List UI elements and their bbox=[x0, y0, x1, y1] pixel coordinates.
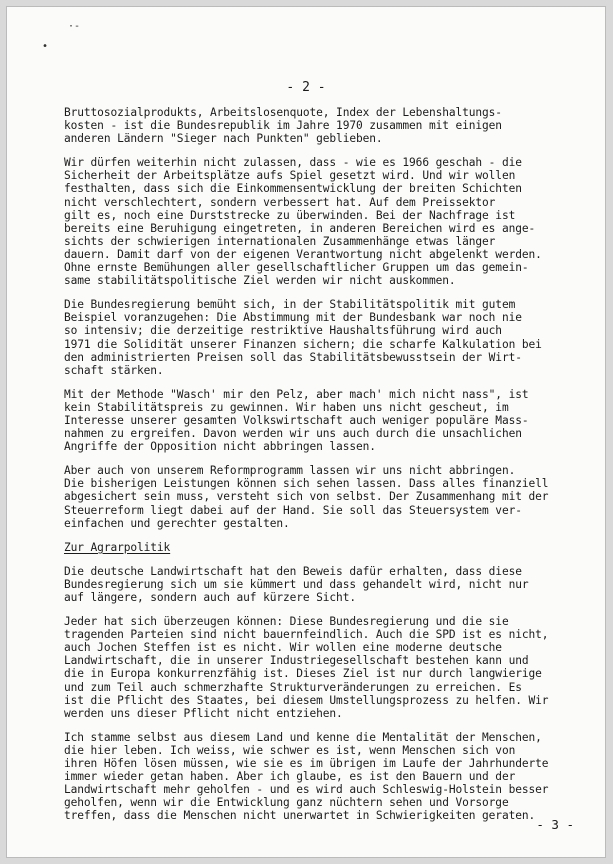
next-page-number: - 3 - bbox=[536, 817, 574, 832]
paragraph: Ich stamme selbst aus diesem Land und kenne die Mentalität der Menschen, die hier leben. Ich weiss, wie schwer es ist, wenn Menschen sich von ihren Höfen lösen müssen, wie sie es im übrigen im Laufe der Jahrhunderte immer wieder getan haben. Aber ich glaube, es ist den Bauern und der Landwirtschaft mehr geholfen - und es wird auch Schleswig-Holstein besser geholfen, wenn wir die Entwicklung ganz nüchtern sehen und Vorsorge treffen, dass die Menschen nicht unerwartet in Schwierigkeiten geraten. bbox=[64, 730, 549, 823]
scan-speck: ·‐ bbox=[68, 21, 81, 32]
paragraph: Mit der Methode "Wasch' mir den Pelz, aber mach' mich nicht nass", ist kein Stabilitätspreis zu gewinnen. Wir haben uns nicht gescheut, im Interesse unserer gesamten Volkswirtschaft auch weniger populäre Mass- nahmen zu ergreifen. Davon werden wir uns auch durch die unsachlichen Angriffe der Opposition nicht abbringen lassen. bbox=[64, 387, 529, 454]
scan-speck: • bbox=[42, 41, 49, 52]
page-number: - 2 - bbox=[286, 80, 326, 95]
paragraph: Wir dürfen weiterhin nicht zulassen, dass - wie es 1966 geschah - die Sicherheit der Arbeitsplätze aufs Spiel gesetzt wird. Und wir wollen festhalten, dass sich die Einkommensentwicklung der breiten Schichten nicht verschlechtert, sondern verbessert hat. Auf dem Preissektor gilt es, noch eine Durststrecke zu überwinden. Bei der Nachfrage ist bereits eine Beruhigung eingetreten, in anderen Bereichen wird es ange- sichts der schwierigen internationalen Zusammenhänge etwas länger dauern. Damit darf von der eigenen Verantwortung nicht abgelenkt werden. Ohne ernste Bemühungen aller gesellschaftlicher Gruppen um das gemein- same stabilitätspolitische Ziel werden wir nicht auskommen. bbox=[64, 156, 542, 288]
paragraph: Die Bundesregierung bemüht sich, in der Stabilitätspolitik mit gutem Beispiel voranzugehen: Die Abstimmung mit der Bundesbank war noch nie so intensiv; die derzeitige restriktive Haushaltsführung wird auch 1971 die Solidität unserer Finanzen sichern; die scharfe Kalkulation bei den administrierten Preisen soll das Stabilitätsbewusstsein der Wirt- schaft stärken. bbox=[64, 298, 542, 377]
document-body bbox=[64, 106, 589, 834]
section-heading: Zur Agrarpolitik bbox=[64, 540, 171, 554]
paragraph: Jeder hat sich überzeugen können: Diese Bundesregierung und die sie tragenden Parteien sind nicht bauernfeindlich. Auch die SPD ist es nicht, auch Jochen Steffen ist es nicht. Wir wollen eine moderne deutsche Landwirtschaft, die in unserer Industriegesellschaft bestehen kann und die in Europa konkurrenzfähig ist. Dieses Ziel ist nur durch langwierige und zum Teil auch schmerzhafte Strukturveränderungen zu erreichen. Es ist die Pflicht des Staates, bei diesem Umstellungsprozess zu helfen. Wir werden uns dieser Pflicht nicht entziehen. bbox=[64, 615, 549, 720]
document-page bbox=[6, 6, 606, 858]
paragraph: Bruttosozialprodukts, Arbeitslosenquote, Index der Lebenshaltungs- kosten - ist die Bundesrepublik im Jahre 1970 zusammen mit einigen anderen Ländern "Sieger nach Punkten" geblieben. bbox=[64, 106, 502, 146]
paragraph: Aber auch von unserem Reformprogramm lassen wir uns nicht abbringen. Die bisherigen Leistungen können sich sehen lassen. Dass alles finanziell abgesichert sein muss, versteht sich von selbst. Der Zusammenhang mit der Steuerreform liegt dabei auf der Hand. Sie soll das Steuersystem ver- einfachen und gerechter gestalten. bbox=[64, 464, 549, 530]
paragraph: Die deutsche Landwirtschaft hat den Beweis dafür erhalten, dass diese Bundesregierung sich um sie kümmert und dass gehandelt wird, nicht nur auf längere, sondern auch auf kürzere Sicht. bbox=[64, 564, 529, 604]
